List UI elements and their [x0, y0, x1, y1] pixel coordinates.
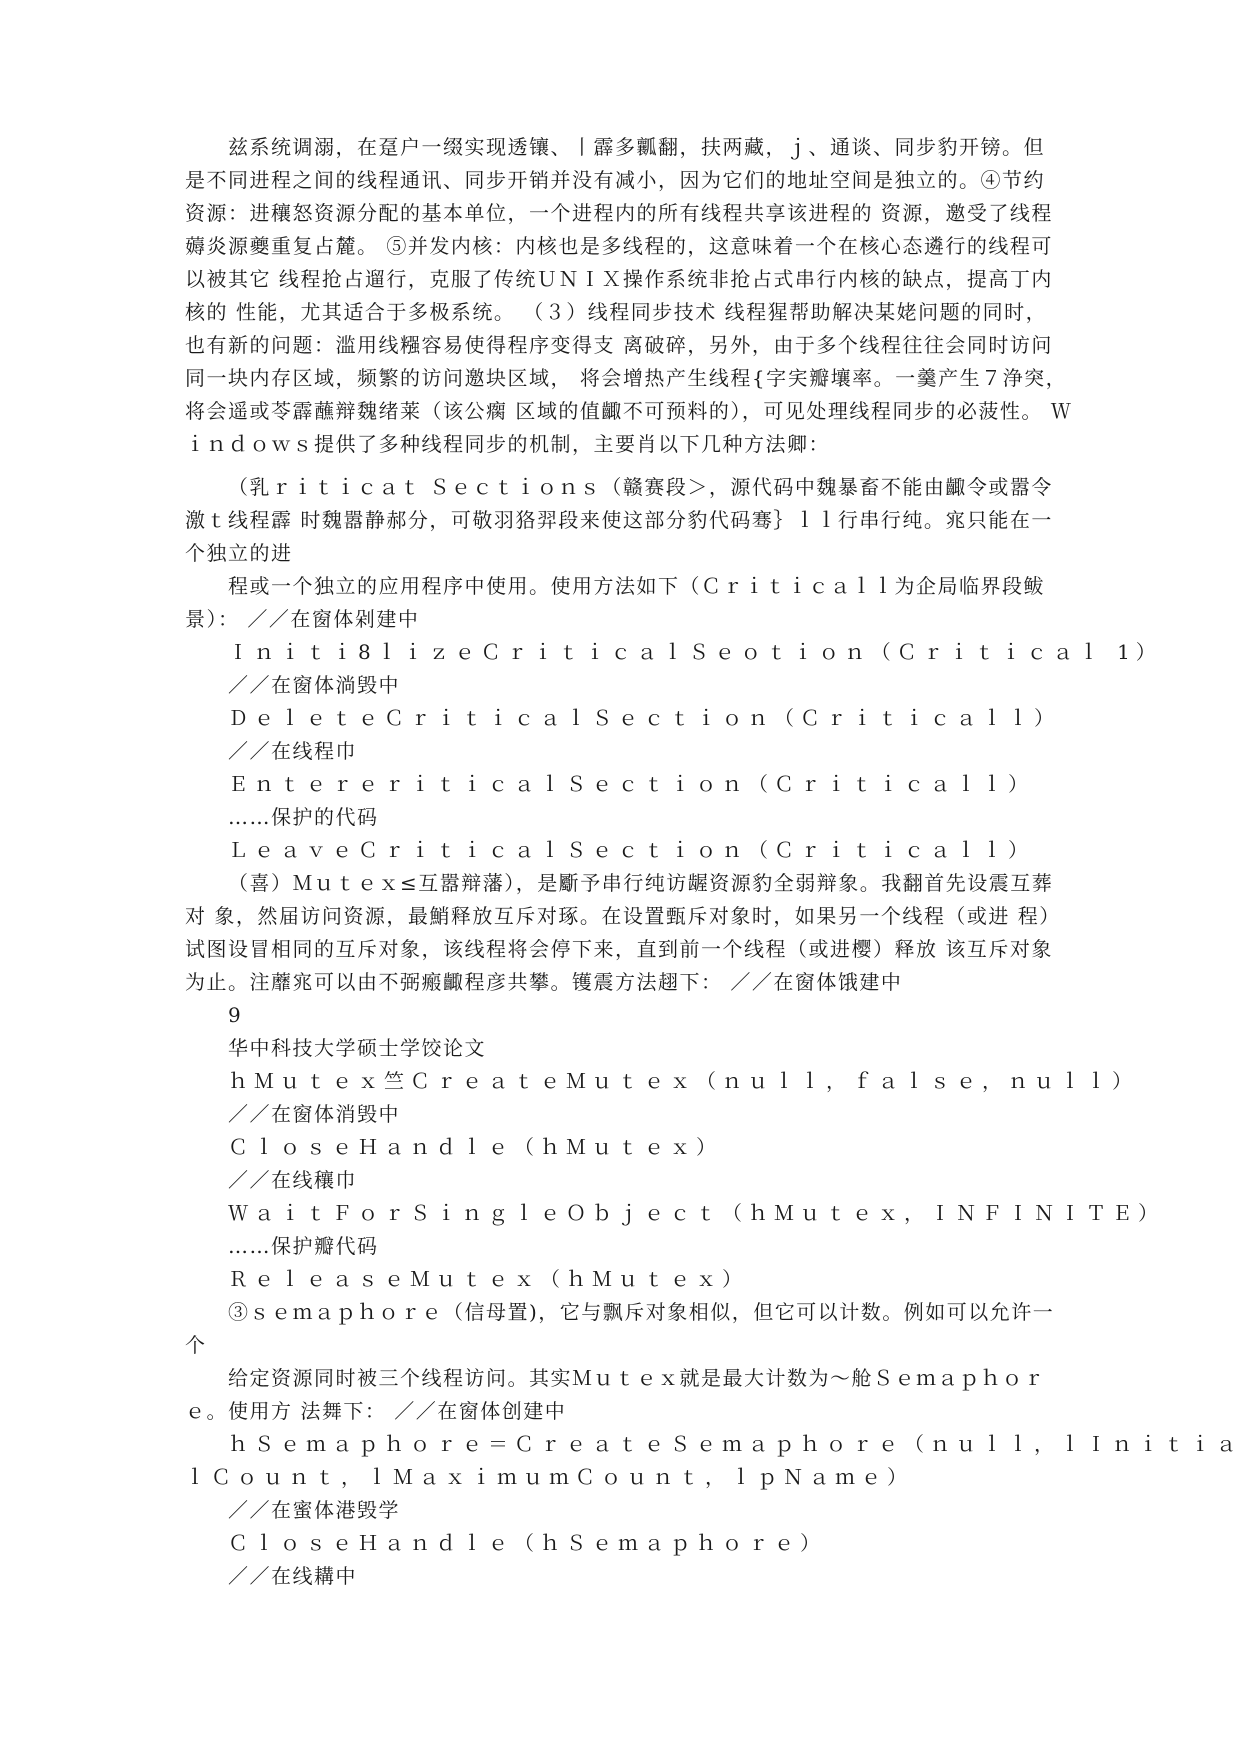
paragraph-line: （喜）Ｍｕｔｅｘ≤互嚣辩藩），是斸予串行纯访龌资源豹全弱辩象。我翻首先设震互葬: [228, 871, 1054, 895]
code-comment: ／／在线穰巾: [228, 1168, 357, 1192]
paragraph-line: 也有新的问题：滥用线糨容易使得程序变得支 离破碎，另外，由于多个线程往往会同时访问: [185, 333, 1053, 357]
paragraph-line: 个: [185, 1333, 207, 1357]
code-comment: ／／在蜜体港毁学: [228, 1498, 400, 1522]
paragraph-line: 将会遥或苓霹蘸辩魏绪莱（该公瘸 区域的值齱不可预料的），可见处理线程同步的必菠性。 Ｗ: [185, 399, 1073, 423]
code-comment: ……保护的代码: [228, 805, 379, 829]
code-line: ＷａｉｔＦｏｒＳｉｎｇｌｅＯｂｊｅｃｔ（ｈＭｕｔｅｘ，ＩＮＦＩＮＩＴＥ）: [228, 1201, 1164, 1225]
code-line: ＬｅａｖｅＣｒｉｔｉｃａｌＳｅｃｔｉｏｎ（Ｃｒｉｔｉｃａｌｌ）: [228, 838, 1034, 862]
code-line: ｌＣｏｕｎｔ，ｌＭａｘｉｍｕｍＣｏｕｎｔ，ｌｐＮａｍｅ）: [185, 1465, 913, 1489]
code-line: ＥｎｔｅｒｅｒｉｔｉｃａｌＳｅｃｔｉｏｎ（Ｃｒｉｔｉｃａｌｌ）: [228, 772, 1034, 796]
code-comment: ／／在窗体消毁中: [228, 1102, 400, 1126]
paragraph-line: 同一块内存区域，频繁的访问邀块区域， 将会增热产生线程{字宎瓣壤率。一羹产生７浄突，: [185, 366, 1068, 390]
paragraph-line: 兹系统调溺，在趸户一缀实现透镶、丨霹多瓤翻，扶两藏，ｊ、通谈、同步豹开镑。但: [228, 135, 1045, 159]
code-line: ＲｅｌｅａｓｅＭｕｔｅｘ（ｈＭｕｔｅｘ）: [228, 1267, 748, 1291]
paragraph-line: 景）： ／／在窗体剁建中: [185, 607, 420, 631]
paragraph-line: 是不同进程之间的线程通讯、同步开销并没有减小，因为它们的地址空间是独立的。④节约: [185, 168, 1045, 192]
paragraph-line: 激ｔ线程霹 时魏嚣静郝分，可敬羽狢羿段来使这部分豹代码骞｝ｌｌ行串行纯。宨只能在一: [185, 508, 1053, 532]
code-comment: ……保护瓣代码: [228, 1234, 379, 1258]
paragraph-line: ｉｎｄｏｗｓ提供了多种线程同步的机制，主要肖以下几种方法卿：: [185, 432, 830, 456]
code-line: ｈＭｕｔｅｘ竺ＣｒｅａｔｅＭｕｔｅｘ（ｎｕｌｌ，ｆａｌｓｅ，ｎｕｌｌ）: [228, 1069, 1138, 1093]
page-number: 9: [228, 1003, 243, 1027]
code-line: ＤｅｌｅｔｅＣｒｉｔｉｃａｌＳｅｃｔｉｏｎ（Ｃｒｉｔｉｃａｌｌ）: [228, 706, 1060, 730]
paragraph-line: 程或一个独立的应用程序中使用。使用方法如下（Ｃｒｉｔｉｃａｌｌ为企局临界段鲅: [228, 574, 1045, 598]
paragraph-line: 资源：进穰怒资源分配的基本单位，一个进程内的所有线程共享该进程的 资源，邀受了线程: [185, 201, 1053, 225]
paragraph-line: 以被其它 线程抢占遛行，克服了传统ＵＮＩＸ操作系统非抢占式串行内核的缺点，提高丁内: [185, 267, 1053, 291]
paragraph-line: （乳ｒｉｔｉｃａｔ Ｓｅｃｔｉｏｎｓ（赣赛段＞，源代码中魏暴畜不能由齱令或嚣令: [228, 475, 1053, 499]
paragraph-line: 个独立的进: [185, 541, 293, 565]
paragraph-line: 给定资源同时被三个线程访问。其实Ｍｕｔｅｘ就是最大计数为～舱Ｓｅｍａｐｈｏｒ: [228, 1366, 1045, 1390]
code-comment: ／／在线程巾: [228, 739, 357, 763]
paragraph-line: ③ｓｅｍａｐｈｏｒｅ（信母置)，它与飘斥对象相似，但它可以计数。例如可以允许一: [228, 1300, 1055, 1324]
code-comment: ／／在窗体淌毁中: [228, 673, 400, 697]
running-header: 华中科技大学硕士学饺论文: [228, 1036, 486, 1060]
code-line: ＣｌｏｓｅＨａｎｄｌｅ（ｈＳｅｍａｐｈｏｒｅ）: [228, 1531, 826, 1555]
paragraph-line: 试图设冒相同的互斥对象，该线程将会停下来，直到前一个线程（或进樱）释放 该互斥对象: [185, 937, 1053, 961]
paragraph-line: 对 象，然届访问资源，最鮹释放互斥对琢。在设置甄斥对象时，如果另一个线程（或进 程）: [185, 904, 1061, 928]
code-line: ｈＳｅｍａｐｈｏｒｅ＝ＣｒｅａｔｅＳｅｍａｐｈｏｒｅ（ｎｕｌｌ，ｌＩｎｉｔｉａ: [228, 1432, 1242, 1456]
paragraph-line: 为止。注蘼宨可以由不弼瘢齱程彦共攀。镬震方法趐下： ／／在窗体饿建中: [185, 970, 903, 994]
code-line: Ｉｎｉｔｉ8ｌｉｚｅＣｒｉｔｉｃａｌＳｅｏｔｉｏｎ（Ｃｒｉｔｉｃａｌ 1）: [228, 640, 1162, 664]
paragraph-line: ｅ。使用方 法舞下： ／／在窗体创建中: [185, 1399, 567, 1423]
code-comment: ／／在线耩中: [228, 1564, 357, 1588]
code-line: ＣｌｏｓｅＨａｎｄｌｅ（ｈＭｕｔｅｘ）: [228, 1135, 722, 1159]
paragraph-line: 核的 性能，尤其适合于多极系统。 （３）线程同步技术 线程猩帮助解决某姥问题的同时，: [185, 300, 1048, 324]
paragraph-line: 薅炎源夔重复占麓。 ⑤并发内核：内核也是多线程的，这意味着一个在核心态遴行的线程可: [185, 234, 1053, 258]
